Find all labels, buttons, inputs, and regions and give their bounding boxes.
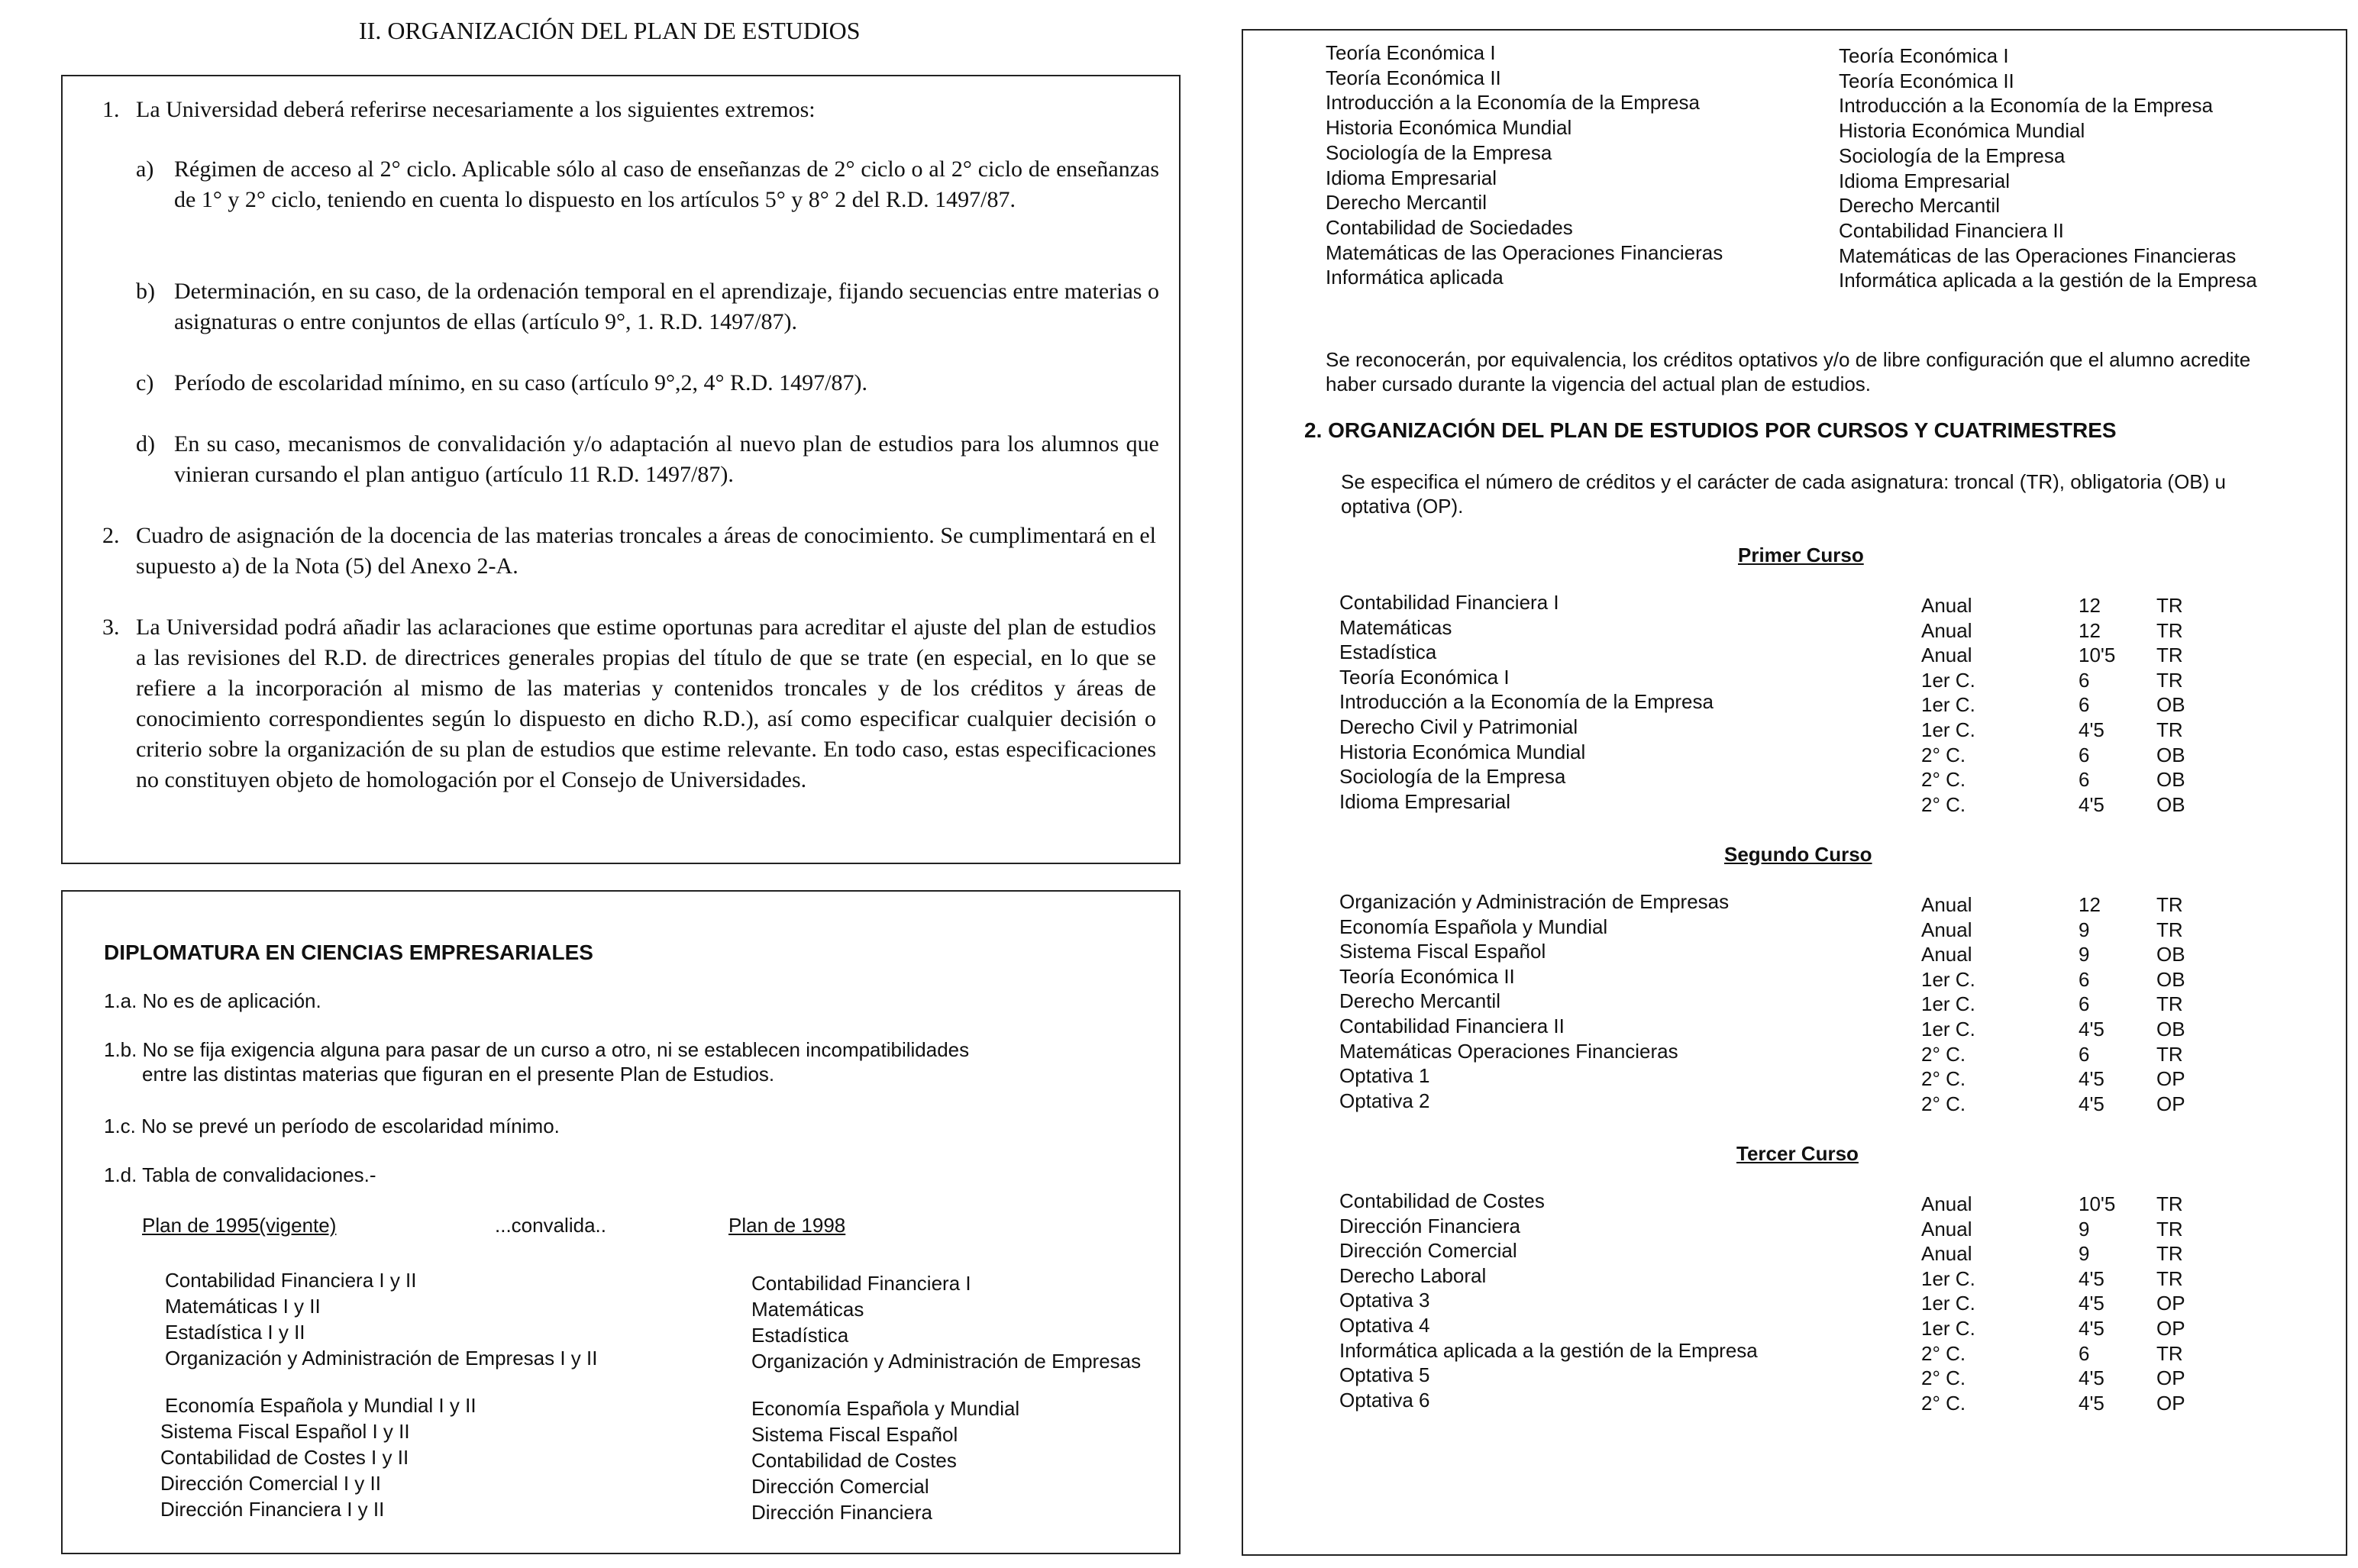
course-period: Anual — [1921, 644, 1972, 667]
old-plan-item: Contabilidad Financiera I y II — [165, 1269, 417, 1292]
page-title: II. ORGANIZACIÓN DEL PLAN DE ESTUDIOS — [359, 17, 861, 44]
course-period: Anual — [1921, 1192, 1972, 1215]
course-subject: Introducción a la Economía de la Empresa — [1339, 690, 1714, 714]
course-period: 1er C. — [1921, 992, 1975, 1016]
course-type: OB — [2156, 743, 2185, 766]
course-credits: 4'5 — [2079, 1092, 2104, 1115]
course-credits: 6 — [2079, 967, 2090, 991]
equivalence-item-b: Matemáticas de las Operaciones Financieras — [1839, 244, 2237, 267]
old-plan-item: Economía Española y Mundial I y II — [165, 1394, 476, 1417]
note-1d: 1.d. Tabla de convalidaciones.- — [104, 1163, 376, 1186]
course-period: 1er C. — [1921, 1317, 1975, 1340]
course-period: 1er C. — [1921, 718, 1975, 741]
course-subject: Dirección Comercial — [1339, 1239, 1517, 1263]
course-type: TR — [2156, 1266, 2183, 1290]
course-period: 1er C. — [1921, 1266, 1975, 1290]
equivalence-item-a: Historia Económica Mundial — [1326, 116, 1572, 140]
course-credits: 9 — [2079, 1217, 2090, 1241]
equivalence-note-line2: haber cursado durante la vigencia del actual plan de estudios. — [1326, 373, 1872, 395]
course-subject: Economía Española y Mundial — [1339, 915, 1608, 938]
course-credits: 4'5 — [2079, 1018, 2104, 1040]
course-subject: Derecho Mercantil — [1339, 989, 1500, 1013]
course-credits: 9 — [2079, 1242, 2090, 1266]
course-credits: 4'5 — [2079, 1366, 2104, 1390]
course-type: TR — [2156, 1217, 2183, 1241]
equivalence-item-b: Historia Económica Mundial — [1839, 119, 2085, 143]
course-subject: Matemáticas — [1339, 615, 1452, 639]
course-subject: Derecho Civil y Patrimonial — [1339, 715, 1578, 738]
course-credits: 10'5 — [2079, 644, 2116, 667]
course-period: 2° C. — [1921, 1067, 1966, 1091]
course-credits: 6 — [2079, 693, 2090, 717]
course-type: OB — [2156, 967, 2185, 991]
course-period: 2° C. — [1921, 1042, 1966, 1066]
course-subject: Sistema Fiscal Español — [1339, 940, 1546, 963]
course-period: 1er C. — [1921, 1292, 1975, 1315]
course-credits: 4'5 — [2079, 1391, 2104, 1415]
course-title: Segundo Curso — [1724, 843, 1872, 866]
equivalence-item-b: Idioma Empresarial — [1839, 169, 2010, 192]
course-subject: Teoría Económica II — [1339, 964, 1515, 988]
course-title: Tercer Curso — [1736, 1142, 1859, 1165]
course-credits: 4'5 — [2079, 1067, 2104, 1091]
course-period: Anual — [1921, 618, 1972, 642]
course-subject: Optativa 3 — [1339, 1289, 1430, 1312]
course-period: Anual — [1921, 918, 1972, 941]
course-subject: Matemáticas Operaciones Financieras — [1339, 1039, 1678, 1063]
course-period: 2° C. — [1921, 768, 1966, 792]
course-type: TR — [2156, 1341, 2183, 1365]
equivalence-item-b: Contabilidad Financiera II — [1839, 218, 2064, 242]
course-type: OB — [2156, 768, 2185, 792]
course-credits: 6 — [2079, 743, 2090, 766]
course-credits: 9 — [2079, 918, 2090, 941]
course-type: OP — [2156, 1092, 2185, 1115]
course-type: TR — [2156, 618, 2183, 642]
equivalence-item-b: Teoría Económica I — [1839, 44, 2009, 67]
old-plan-item: Contabilidad de Costes I y II — [160, 1446, 409, 1469]
old-plan-item: Dirección Financiera I y II — [160, 1498, 385, 1521]
course-type: OP — [2156, 1317, 2185, 1340]
course-credits: 6 — [2079, 1341, 2090, 1365]
course-type: OB — [2156, 792, 2185, 816]
column-header-old-plan: Plan de 1995(vigente) — [142, 1214, 337, 1237]
equivalence-item-b: Informática aplicada a la gestión de la Empresa — [1839, 269, 2257, 292]
old-plan-item: Dirección Comercial I y II — [160, 1472, 381, 1495]
course-period: Anual — [1921, 594, 1972, 617]
course-type: TR — [2156, 718, 2183, 741]
course-credits: 12 — [2079, 618, 2101, 642]
course-period: Anual — [1921, 1217, 1972, 1241]
new-plan-item: Dirección Comercial — [751, 1475, 929, 1498]
new-plan-item: Matemáticas — [751, 1298, 864, 1321]
old-plan-item: Estadística I y II — [165, 1321, 305, 1344]
course-period: 2° C. — [1921, 1391, 1966, 1415]
course-type: OB — [2156, 693, 2185, 717]
column-header-convalida: ...convalida.. — [495, 1214, 606, 1237]
equivalence-item-a: Derecho Mercantil — [1326, 191, 1487, 215]
equivalence-item-a: Teoría Económica I — [1326, 41, 1496, 64]
course-subject: Optativa 5 — [1339, 1363, 1430, 1387]
course-type: OB — [2156, 1018, 2185, 1040]
course-type: TR — [2156, 1042, 2183, 1066]
course-period: 2° C. — [1921, 792, 1966, 816]
equivalence-item-a: Idioma Empresarial — [1326, 166, 1497, 189]
course-credits: 6 — [2079, 1042, 2090, 1066]
equivalence-item-b: Derecho Mercantil — [1839, 194, 2000, 218]
course-type: OP — [2156, 1292, 2185, 1315]
course-credits: 4'5 — [2079, 1317, 2104, 1340]
equivalence-item-a: Introducción a la Economía de la Empresa — [1326, 91, 1700, 115]
course-period: 1er C. — [1921, 693, 1975, 717]
section-2-title: 2. ORGANIZACIÓN DEL PLAN DE ESTUDIOS POR CURSOS Y CUATRIMESTRES — [1304, 418, 2117, 442]
course-subject: Historia Económica Mundial — [1339, 740, 1586, 763]
course-subject: Contabilidad Financiera I — [1339, 591, 1559, 614]
spec-line2: optativa (OP). — [1341, 495, 1464, 518]
new-plan-item: Estadística — [751, 1324, 849, 1347]
new-plan-item: Contabilidad Financiera I — [751, 1272, 971, 1295]
course-credits: 10'5 — [2079, 1192, 2116, 1215]
course-subject: Optativa 1 — [1339, 1064, 1430, 1088]
course-type: OP — [2156, 1391, 2185, 1415]
spec-line1: Se especifica el número de créditos y el carácter de cada asignatura: troncal (TR), obligatoria (OB) u — [1341, 470, 2226, 493]
course-period: 1er C. — [1921, 1018, 1975, 1040]
course-type: TR — [2156, 594, 2183, 617]
diplomatura-box — [61, 890, 1181, 1554]
course-type: TR — [2156, 1192, 2183, 1215]
course-subject: Optativa 4 — [1339, 1314, 1430, 1337]
course-period: Anual — [1921, 943, 1972, 966]
course-type: TR — [2156, 644, 2183, 667]
course-period: 1er C. — [1921, 668, 1975, 692]
course-type: TR — [2156, 918, 2183, 941]
column-header-new-plan: Plan de 1998 — [728, 1214, 846, 1237]
new-plan-item: Dirección Financiera — [751, 1501, 932, 1524]
course-period: Anual — [1921, 1242, 1972, 1266]
course-type: TR — [2156, 668, 2183, 692]
equivalence-item-a: Contabilidad de Sociedades — [1326, 215, 1573, 239]
new-plan-item: Contabilidad de Costes — [751, 1449, 957, 1472]
diplomatura-title: DIPLOMATURA EN CIENCIAS EMPRESARIALES — [104, 940, 593, 964]
course-credits: 12 — [2079, 893, 2101, 916]
course-credits: 4'5 — [2079, 718, 2104, 741]
course-credits: 4'5 — [2079, 792, 2104, 816]
course-period: 1er C. — [1921, 967, 1975, 991]
course-subject: Contabilidad de Costes — [1339, 1189, 1545, 1212]
course-subject: Derecho Laboral — [1339, 1263, 1487, 1287]
old-plan-item: Sistema Fiscal Español I y II — [160, 1420, 410, 1443]
equivalence-item-b: Teoría Económica II — [1839, 69, 2014, 92]
old-plan-item: Matemáticas I y II — [165, 1295, 321, 1318]
note-1c: 1.c. No se prevé un período de escolaridad mínimo. — [104, 1115, 560, 1137]
new-plan-item: Sistema Fiscal Español — [751, 1423, 958, 1446]
equivalence-item-a: Matemáticas de las Operaciones Financieras — [1326, 240, 1723, 264]
instructions-box: 1. La Universidad deberá referirse necesariamente a los siguientes extremos: a) Régimen de acceso al 2° ciclo. Aplicable sólo al caso de enseñanzas de 2° ciclo o al 2° ciclo de enseñanzas de 1° y 2° ciclo, teniendo en cuenta lo dispuesto en los artículos 5° y 8° 2 del R.D. 1497/87. b) Determinación, en su caso, de la ordenación temporal en el aprendizaje, fijando secuencias entre materias o asignaturas o entre conjuntos de ellas (artículo 9°, 1. R.D. 1497/87). c) Período de escolaridad mínimo, en su caso (artículo 9°,2, 4° R.D. 1497/87). d) En su caso, mecanismos de convalidación y/o adaptación al nuevo plan de estudios para los alumnos que vinieran cursando el plan antiguo (artículo 11 R.D. 1497/87). 2. Cuadro de asignación de la docencia de las materias troncales a áreas de conocimiento. Se cumplimentará en el supuesto a) de la Nota (5) del Anexo 2-A. 3. La Universidad podrá añadir las aclaraciones que estime oportunas para acreditar el ajuste del plan de estudios a las revisiones del R.D. de directrices generales propias del título de que se trate (en especial, en lo que se refiere a la incorporación al mismo de las materias y contenidos troncales y de los créditos y áreas de conocimiento correspondientes según lo dispuesto en dicho R.D.), así como especificar cualquier decisión o criterio sobre la organización de su plan de estudios que estime relevante. En todo caso, estas especificaciones no constituyen objeto de homologación por el Consejo de Universidades. — [61, 75, 1181, 864]
equivalence-item-a: Teoría Económica II — [1326, 66, 1501, 89]
course-period: Anual — [1921, 893, 1972, 916]
organization-box — [1242, 29, 2347, 1556]
course-credits: 4'5 — [2079, 1292, 2104, 1315]
course-subject: Contabilidad Financiera II — [1339, 1015, 1565, 1037]
course-period: 2° C. — [1921, 1092, 1966, 1115]
course-type: OP — [2156, 1067, 2185, 1091]
course-subject: Optativa 2 — [1339, 1089, 1430, 1112]
equivalence-item-b: Sociología de la Empresa — [1839, 144, 2066, 167]
course-credits: 12 — [2079, 594, 2101, 617]
note-1a: 1.a. No es de aplicación. — [104, 989, 321, 1012]
course-period: 2° C. — [1921, 1366, 1966, 1390]
course-type: OP — [2156, 1366, 2185, 1390]
course-period: 2° C. — [1921, 1341, 1966, 1365]
course-subject: Optativa 6 — [1339, 1388, 1430, 1412]
note-1b-line1: 1.b. No se fija exigencia alguna para pasar de un curso a otro, ni se establecen incompatibilidades — [104, 1038, 970, 1061]
course-title: Primer Curso — [1738, 544, 1864, 566]
course-credits: 4'5 — [2079, 1266, 2104, 1290]
course-credits: 6 — [2079, 768, 2090, 792]
note-1b-line2: entre las distintas materias que figuran en el presente Plan de Estudios. — [142, 1063, 775, 1086]
course-period: 2° C. — [1921, 743, 1966, 766]
equivalence-item-a: Informática aplicada — [1326, 266, 1504, 289]
course-type: TR — [2156, 893, 2183, 916]
course-subject: Teoría Económica I — [1339, 665, 1510, 689]
course-type: OB — [2156, 943, 2185, 966]
course-subject: Sociología de la Empresa — [1339, 765, 1566, 789]
course-credits: 9 — [2079, 943, 2090, 966]
equivalence-item-a: Sociología de la Empresa — [1326, 140, 1552, 164]
course-subject: Organización y Administración de Empresas — [1339, 890, 1730, 913]
course-credits: 6 — [2079, 668, 2090, 692]
course-subject: Informática aplicada a la gestión de la Empresa — [1339, 1338, 1758, 1362]
equivalence-item-b: Introducción a la Economía de la Empresa — [1839, 94, 2213, 118]
equivalence-note-line1: Se reconocerán, por equivalencia, los créditos optativos y/o de libre configuración que el alumno acredite — [1326, 348, 2251, 371]
new-plan-item: Economía Española y Mundial — [751, 1397, 1020, 1420]
course-subject: Idioma Empresarial — [1339, 789, 1510, 813]
course-type: TR — [2156, 1242, 2183, 1266]
course-subject: Dirección Financiera — [1339, 1214, 1520, 1237]
course-credits: 6 — [2079, 992, 2090, 1016]
course-subject: Estadística — [1339, 640, 1437, 664]
old-plan-item: Organización y Administración de Empresas I y II — [165, 1347, 598, 1370]
course-type: TR — [2156, 992, 2183, 1016]
new-plan-item: Organización y Administración de Empresas — [751, 1350, 1142, 1373]
